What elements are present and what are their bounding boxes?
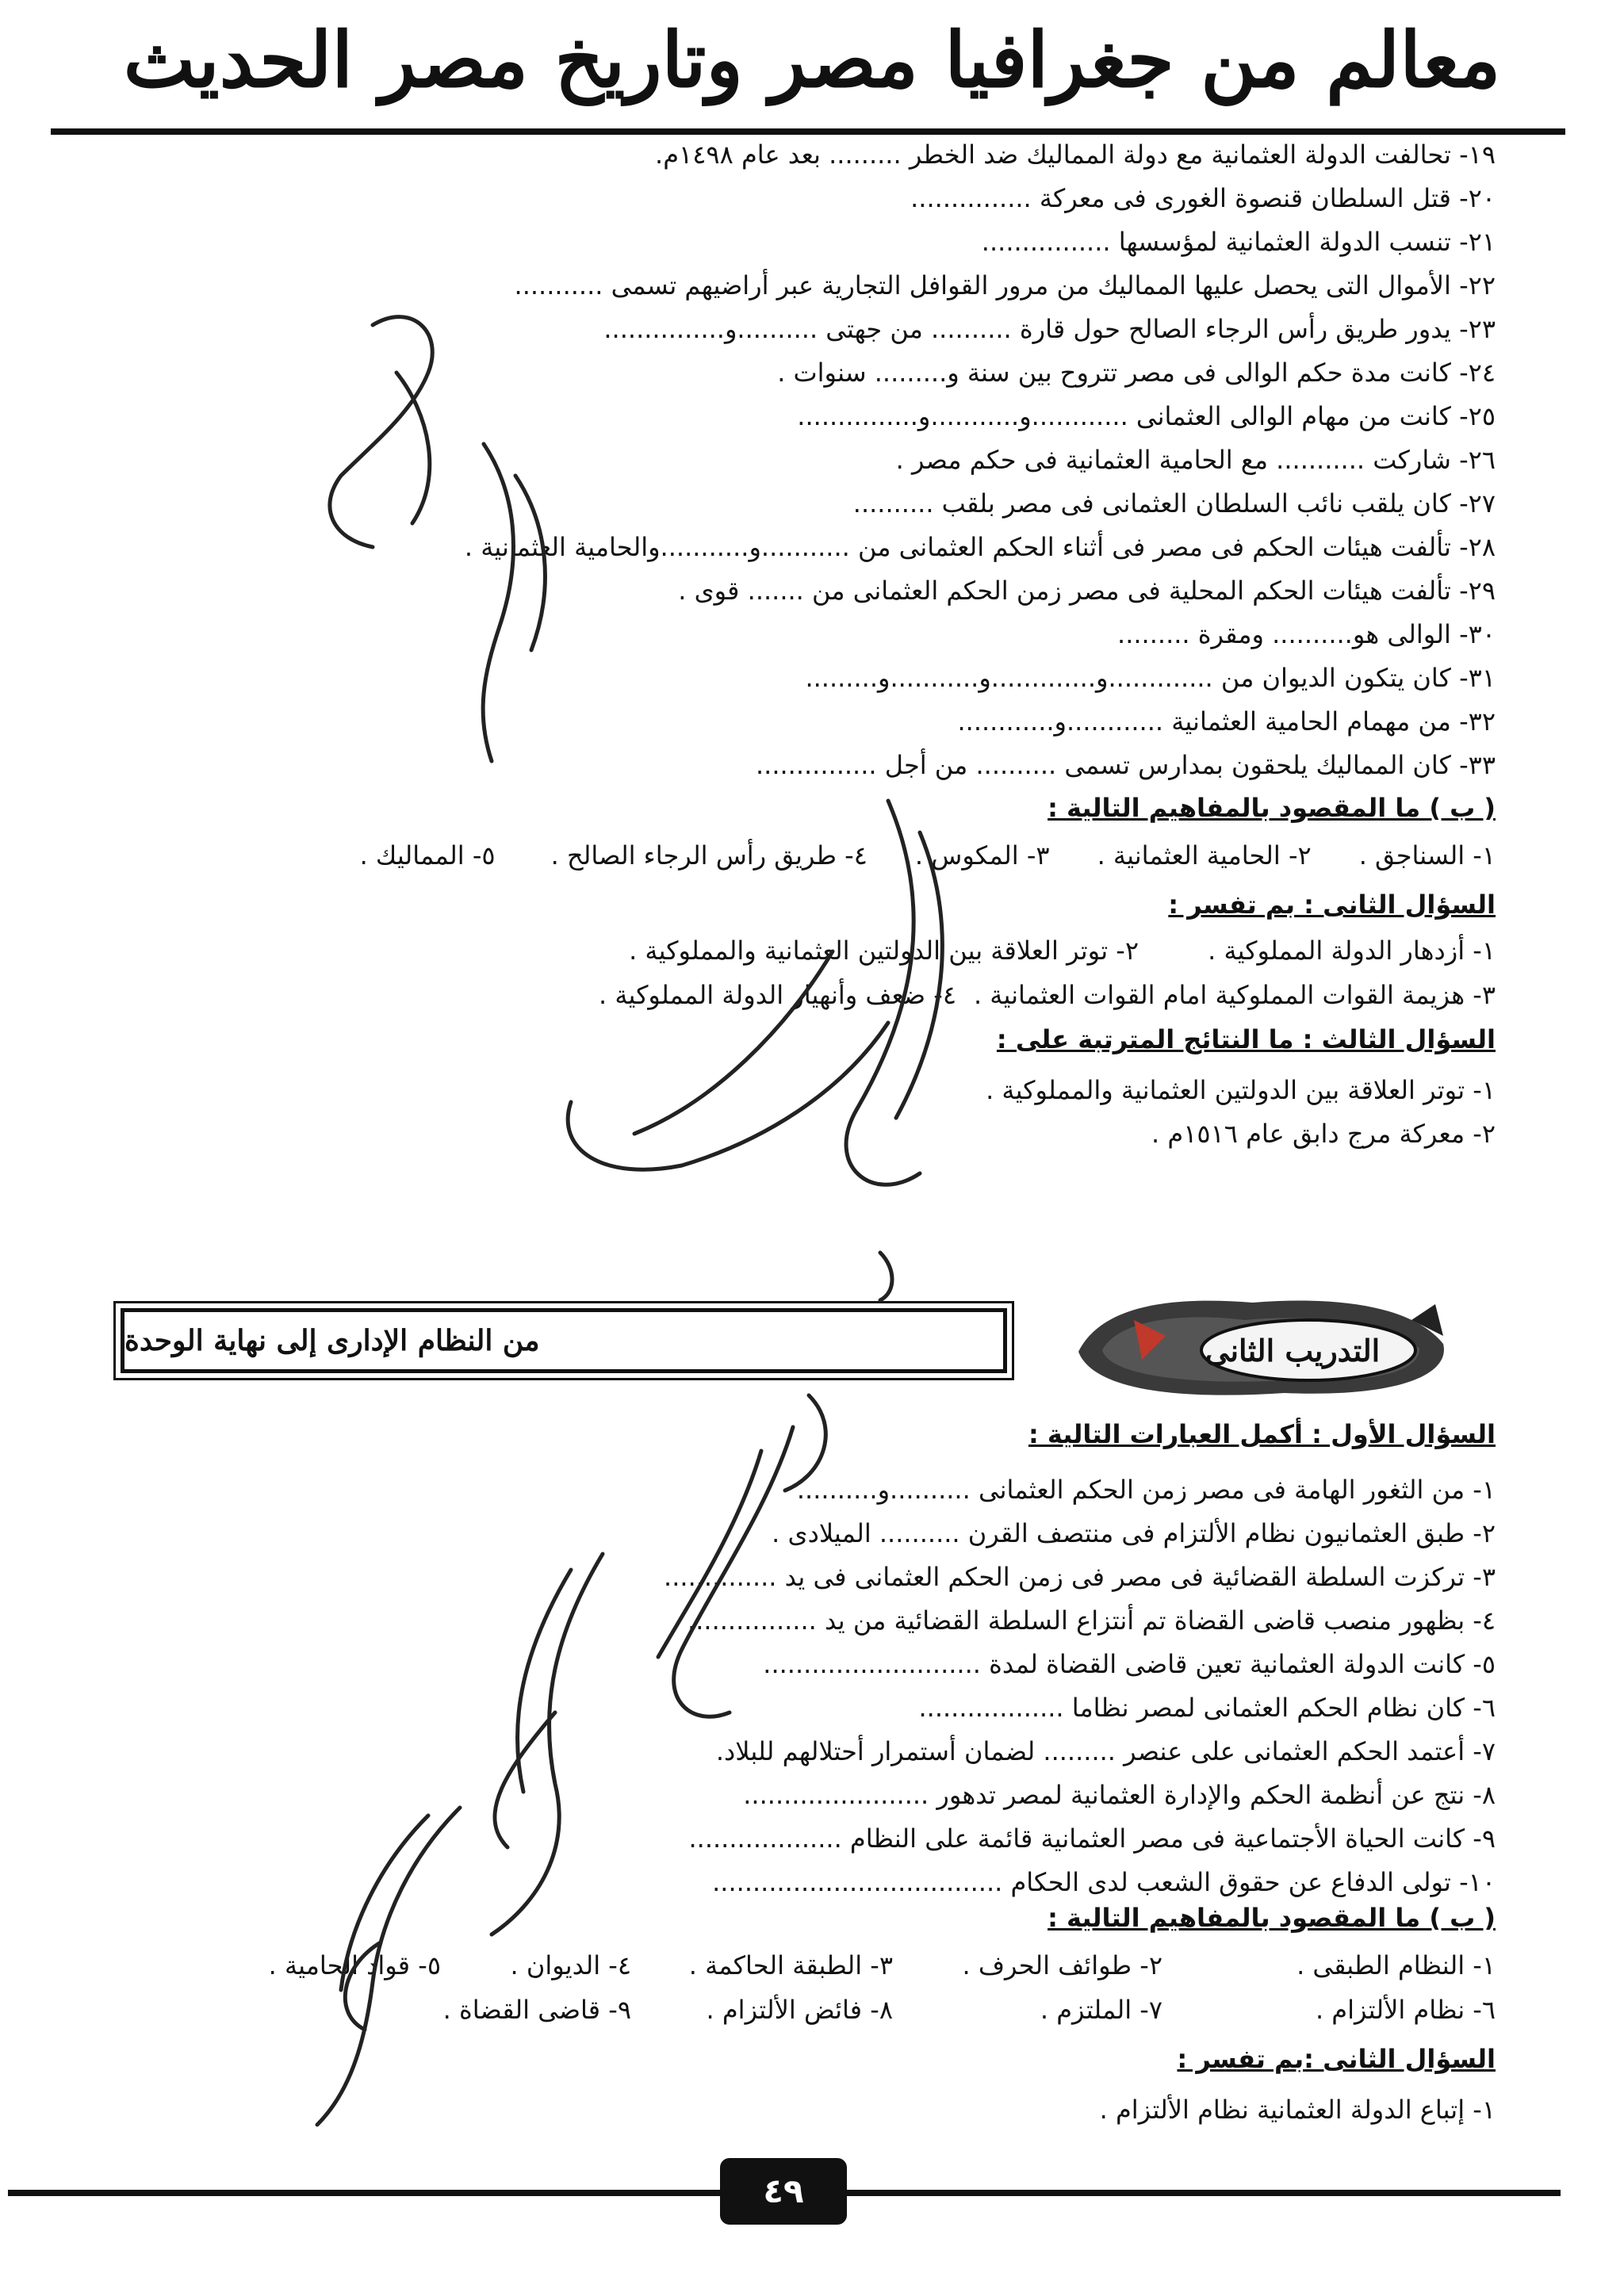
list-item: ٩- كانت الحياة الأجتماعية فى مصر العثمانية قائمة على النظام ................... [688,1823,1496,1854]
list-item: ٣١- كان يتكون الديوان من .............و.............و...........و......... [805,663,1496,693]
list-item: ٨- نتج عن أنظمة الحكم والإدارة العثمانية لمصر تدهور ....................... [743,1780,1496,1810]
part2-concepts-heading: ( ب ) ما المقصود بالمفاهيم التالية : [1048,1903,1496,1933]
concept-item: ٥- المماليك . [359,840,496,871]
list-item: ٣- هزيمة القوات المملوكية امام القوات العثمانية . [973,980,1496,1010]
list-item: ٢٦- شاركت ........... مع الحامية العثمانية فى حكم مصر . [895,445,1496,475]
list-item: ١٠- تولى الدفاع عن حقوق الشعب لدى الحكام .................................... [712,1867,1496,1897]
badge-label: التدريب الثانى [1205,1333,1381,1368]
page-number: ٤٩ [720,2158,847,2225]
part2-q1-heading: السؤال الأول : أكمل العبارات التالية : [1028,1419,1496,1449]
list-item: ٤- بظهور منصب قاضى القضاة تم أنتزاع السلطة القضائية من يد ................ [688,1605,1496,1636]
concept-item: ٢- الحامية العثمانية . [1097,840,1312,871]
list-item: ٢٠- قتل السلطان قنصوة الغورى فى معركة ............... [910,183,1496,213]
list-item: ٢٥- كانت من مهام الوالى العثمانى ............و...........و............... [797,401,1496,431]
list-item: ٢٣- يدور طريق رأس الرجاء الصالح حول قارة .......... من جهتى ..........و............... [603,314,1496,344]
concept-item: ١- النظام الطبقى . [1297,1950,1496,1980]
part1-fill-list [465,133,1496,787]
part2-concepts-row1 [269,1950,1496,1980]
concept-item: ٣- المكوس . [914,840,1050,871]
list-item: ١- أزدهار الدولة المملوكية . [1208,936,1496,966]
part1-q3-list [986,1069,1496,1156]
section-banner [121,1308,1007,1373]
list-item: ٣٠- الوالى هو.......... ومقرة ......... [1117,619,1496,649]
list-item: ٢١- تنسب الدولة العثمانية لمؤسسها ................ [981,227,1496,257]
part1-q3-heading: السؤال الثالث : ما النتائج المترتبة على : [996,1024,1496,1054]
list-item: ٤- ضعف وأنهيار الدولة المملوكية . [599,980,956,1010]
concept-item: ٧- الملتزم . [1040,1995,1162,2025]
list-item: ١٩- تحالفت الدولة العثمانية مع دولة المماليك ضد الخطر ......... بعد عام ١٤٩٨م. [655,140,1496,170]
part1-q2-row1 [629,936,1496,966]
list-item: ٢٢- الأموال التى يحصل عليها المماليك من مرور القوافل التجارية عبر أراضيهم تسمى ........... [514,270,1496,300]
part1-concepts-heading: ( ب ) ما المقصود بالمفاهيم التالية : [1048,793,1496,823]
concept-item: ٤- الديوان . [510,1950,631,1980]
banner-title: من النظام الإدارى إلى نهاية الوحدة [124,1324,540,1357]
part2-fill-list [664,1468,1496,1904]
concept-item: ٣- الطبقة الحاكمة . [688,1950,893,1980]
list-item: ١- توتر العلاقة بين الدولتين العثمانية والمملوكية . [986,1075,1496,1105]
list-item: ٢- معركة مرج دابق عام ١٥١٦م . [1151,1119,1496,1149]
list-item: ٥- كانت الدولة العثمانية تعين قاضى القضاة لمدة ........................... [763,1649,1496,1679]
list-item: ١- من الثغور الهامة فى مصر زمن الحكم العثمانى ..........و.......... [796,1475,1496,1505]
concept-item: ٦- نظام الألتزام . [1315,1995,1496,2025]
list-item: ٢٨- تألفت هيئات الحكم فى مصر فى أثناء الحكم العثمانى من ...........و...........والحامية العثمانية . [464,532,1496,562]
list-item: ٣- تركزت السلطة القضائية فى مصر فى زمن الحكم العثمانى فى يد .............. [664,1562,1496,1592]
concept-item: ٤- طريق رأس الرجاء الصالح . [550,840,868,871]
list-item: ٦- كان نظام الحكم العثمانى لمصر نظاما .................. [918,1693,1496,1723]
list-item: ٢٤- كانت مدة حكم الوالى فى مصر تتروح بين سنة و......... سنوات . [777,358,1496,388]
list-item: ٢٧- كان يلقب نائب السلطان العثمانى فى مصر بلقب .......... [852,488,1496,519]
page-title: معالم من جغرافيا مصر وتاريخ مصر الحديث [123,15,1501,105]
part2-concepts-row2 [443,1995,1496,2025]
part2-q2-heading: السؤال الثانى :بم تفسر : [1177,2044,1496,2074]
list-item: ٣٣- كان المماليك يلحقون بمدارس تسمى .......... من أجل ............... [755,750,1496,780]
part2-q2-list [1100,2088,1496,2132]
concept-item: ٥- قواد الحامية . [268,1950,441,1980]
list-item: ٢- توتر العلاقة بين الدولتين العثمانية والمملوكية . [629,936,1139,966]
part1-concepts-row [360,840,1496,871]
concept-item: ٨- فائض الألتزام . [706,1995,893,2025]
concept-item: ٢- طوائف الحرف . [962,1950,1162,1980]
list-item: ٢٩- تألفت هيئات الحكم المحلية فى مصر زمن الحكم العثمانى من ....... قوى . [678,576,1496,606]
list-item: ٣٢- من مهمام الحامية العثمانية ............و............ [957,706,1496,737]
part1-q2-heading: السؤال الثانى : بم تفسر : [1168,890,1496,920]
list-item: ١- إتباع الدولة العثمانية نظام الألتزام . [1099,2095,1496,2125]
list-item: ٧- أعتمد الحكم العثمانى على عنصر ......... لضمان أستمرار أحتلالهم للبلاد. [715,1736,1496,1766]
list-item: ٢- طبق العثمانيون نظام الألتزام فى منتصف القرن .......... الميلادى . [772,1518,1496,1548]
concept-item: ٩- قاضى القضاة . [442,1995,631,2025]
concept-item: ١- السناجق . [1358,840,1496,871]
part1-q2-row2 [599,980,1496,1010]
